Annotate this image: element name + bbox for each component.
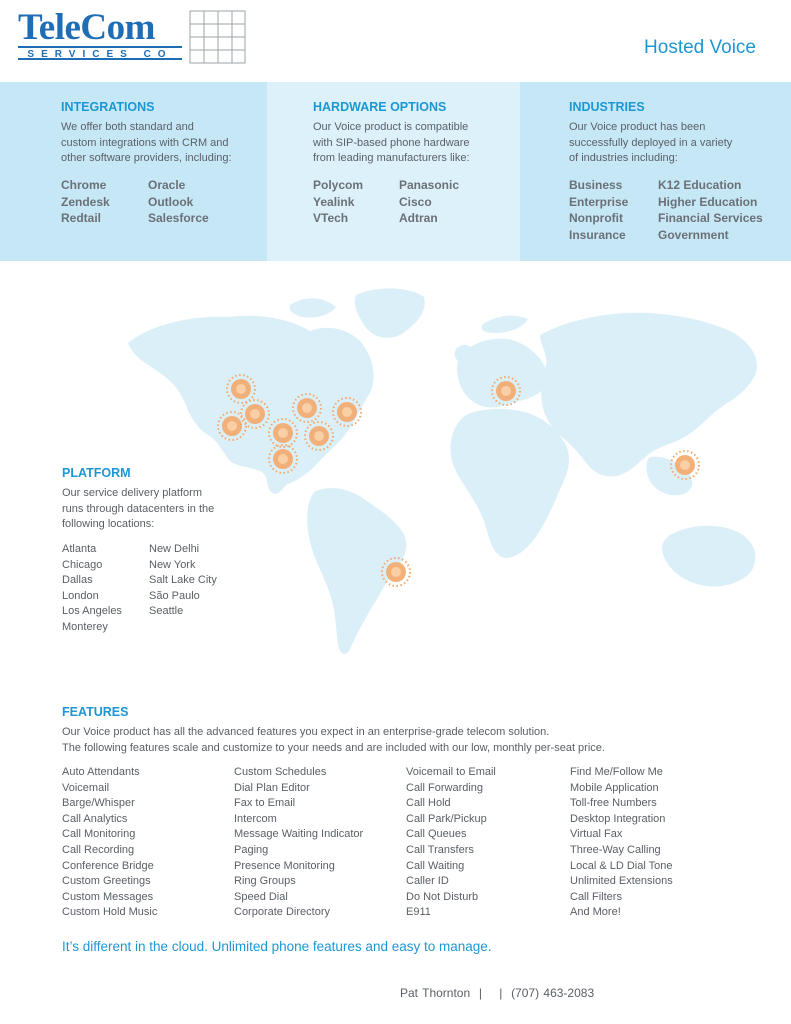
list-item: São Paulo xyxy=(149,589,200,602)
list-item: Higher Education xyxy=(658,194,758,209)
list-item: Oracle xyxy=(148,178,186,192)
list-item: Chicago xyxy=(62,558,103,571)
list-item: Custom Greetings xyxy=(62,875,151,888)
list-item: London xyxy=(62,589,99,602)
desc-line: other software providers, including: xyxy=(61,152,232,164)
logo-subtitle: SERVICES CO xyxy=(18,46,182,60)
list-item: Outlook xyxy=(148,194,194,209)
list-item: Panasonic xyxy=(399,178,460,192)
list-item: Unlimited Extensions xyxy=(570,875,673,888)
list-item: Call Recording xyxy=(62,843,135,856)
list-item: Dial Plan Editor xyxy=(234,781,310,794)
list-item: Dallas xyxy=(62,574,93,587)
list-item: Monterey xyxy=(62,620,108,633)
list-item: Paging xyxy=(234,843,269,856)
list-item: Voicemail xyxy=(62,781,110,794)
desc-line: from leading manufacturers like: xyxy=(313,152,470,164)
list-item: Government xyxy=(658,227,729,242)
list-item: Seattle xyxy=(149,605,184,618)
list-item: New York xyxy=(149,558,196,571)
list-item: Redtail xyxy=(61,211,102,225)
list-item: Chrome xyxy=(61,178,107,192)
desc-line: Our Voice product has been xyxy=(569,121,706,133)
list-item: Local & LD Dial Tone xyxy=(570,859,673,872)
list-item: Salesforce xyxy=(148,211,209,225)
list-item: Salt Lake City xyxy=(149,574,217,587)
datacenter-marker-icon xyxy=(305,422,333,450)
list-item: K12 Education xyxy=(658,178,742,192)
list-item: Cisco xyxy=(399,194,432,209)
list-item: Adtran xyxy=(399,211,438,225)
list-item: Call Waiting xyxy=(406,859,465,872)
list-item: Virtual Fax xyxy=(570,828,623,841)
industries-heading: INDUSTRIES xyxy=(569,100,645,114)
list-item: Mobile Application xyxy=(570,781,659,794)
datacenter-marker-icon xyxy=(227,375,255,403)
list-item: Call Transfers xyxy=(406,843,474,856)
list-item: Conference Bridge xyxy=(62,859,154,872)
list-item: Nonprofit xyxy=(569,211,623,225)
list-item: Call Monitoring xyxy=(62,828,136,841)
list-item: Speed Dial xyxy=(234,890,288,903)
list-item: Voicemail to Email xyxy=(406,766,496,778)
logo-wordmark: TeleCom xyxy=(18,7,155,48)
datacenter-marker-icon xyxy=(269,419,297,447)
datacenter-marker-icon xyxy=(293,394,321,422)
list-item: Barge/Whisper xyxy=(62,797,135,810)
list-item: Call Analytics xyxy=(62,812,128,825)
list-item: Custom Schedules xyxy=(234,766,327,778)
contact-footer: Pat Thornton | | (707) 463-2083 xyxy=(400,986,595,1000)
list-item: Yealink xyxy=(313,194,355,209)
list-item: Financial Services xyxy=(658,211,763,225)
list-item: Presence Monitoring xyxy=(234,859,335,872)
platform-locations-col2 xyxy=(149,542,217,620)
desc-line: runs through datacenters in the xyxy=(62,502,215,515)
datacenter-marker-icon xyxy=(333,398,361,426)
list-item: Insurance xyxy=(569,227,626,242)
list-item: Call Queues xyxy=(406,828,467,841)
list-item: E911 xyxy=(406,906,431,919)
features-col4 xyxy=(570,765,673,921)
list-item: Caller ID xyxy=(406,875,449,888)
list-item: Call Forwarding xyxy=(406,781,484,794)
desc-line: following locations: xyxy=(62,518,155,530)
datacenter-marker-icon xyxy=(218,412,246,440)
desc-line: with SIP-based phone hardware xyxy=(313,136,470,149)
list-item: Fax to Email xyxy=(234,797,296,810)
desc-line: We offer both standard and xyxy=(61,121,194,133)
list-item: Custom Hold Music xyxy=(62,906,158,919)
list-item: Business xyxy=(569,178,623,192)
platform-description xyxy=(62,486,214,533)
list-item: Polycom xyxy=(313,178,364,192)
platform-locations-col1 xyxy=(62,542,122,636)
list-item: Call Hold xyxy=(406,797,451,810)
integrations-heading: INTEGRATIONS xyxy=(61,100,155,114)
features-col1 xyxy=(62,765,157,921)
list-item: New Delhi xyxy=(149,543,200,555)
desc-line: Our Voice product has all the advanced features you expect in an enterprise-grade telecom solution. xyxy=(62,726,550,738)
features-col3 xyxy=(406,765,496,921)
datacenter-marker-icon xyxy=(269,445,297,473)
desc-line: The following features scale and customize to your needs and are included with our low, monthly per-seat price. xyxy=(62,741,605,754)
list-item: Desktop Integration xyxy=(570,812,666,825)
document-title: Hosted Voice xyxy=(644,37,756,58)
list-item: Zendesk xyxy=(61,194,110,209)
list-item: Auto Attendants xyxy=(62,766,140,778)
list-item: Custom Messages xyxy=(62,890,154,903)
desc-line: of industries including: xyxy=(569,152,678,164)
list-item: Message Waiting Indicator xyxy=(234,828,364,841)
desc-line: custom integrations with CRM and xyxy=(61,136,229,149)
list-item: Three-Way Calling xyxy=(570,843,661,856)
list-item: Do Not Disturb xyxy=(406,890,479,903)
list-item: Enterprise xyxy=(569,194,629,209)
features-heading: FEATURES xyxy=(62,705,129,719)
platform-heading: PLATFORM xyxy=(62,466,131,480)
datacenter-marker-icon xyxy=(492,377,520,405)
desc-line: Our service delivery platform xyxy=(62,487,202,499)
list-item: Ring Groups xyxy=(234,875,296,888)
datacenter-marker-icon xyxy=(382,558,410,586)
list-item: Atlanta xyxy=(62,543,97,555)
features-col2 xyxy=(234,765,363,921)
desc-line: successfully deployed in a variety xyxy=(569,136,733,149)
list-item: VTech xyxy=(313,211,349,225)
tagline: It’s different in the cloud. Unlimited phone features and easy to manage. xyxy=(62,939,492,954)
list-item: Intercom xyxy=(234,812,277,825)
features-description xyxy=(62,725,605,756)
list-item: Toll-free Numbers xyxy=(570,797,657,810)
list-item: Find Me/Follow Me xyxy=(570,766,663,778)
list-item: Call Park/Pickup xyxy=(406,812,487,825)
desc-line: Our Voice product is compatible xyxy=(313,121,469,133)
list-item: And More! xyxy=(570,906,621,919)
list-item: Call Filters xyxy=(570,890,622,903)
list-item: Los Angeles xyxy=(62,605,122,618)
list-item: Corporate Directory xyxy=(234,906,330,919)
hardware-heading: HARDWARE OPTIONS xyxy=(313,100,447,114)
datacenter-marker-icon xyxy=(671,451,699,479)
